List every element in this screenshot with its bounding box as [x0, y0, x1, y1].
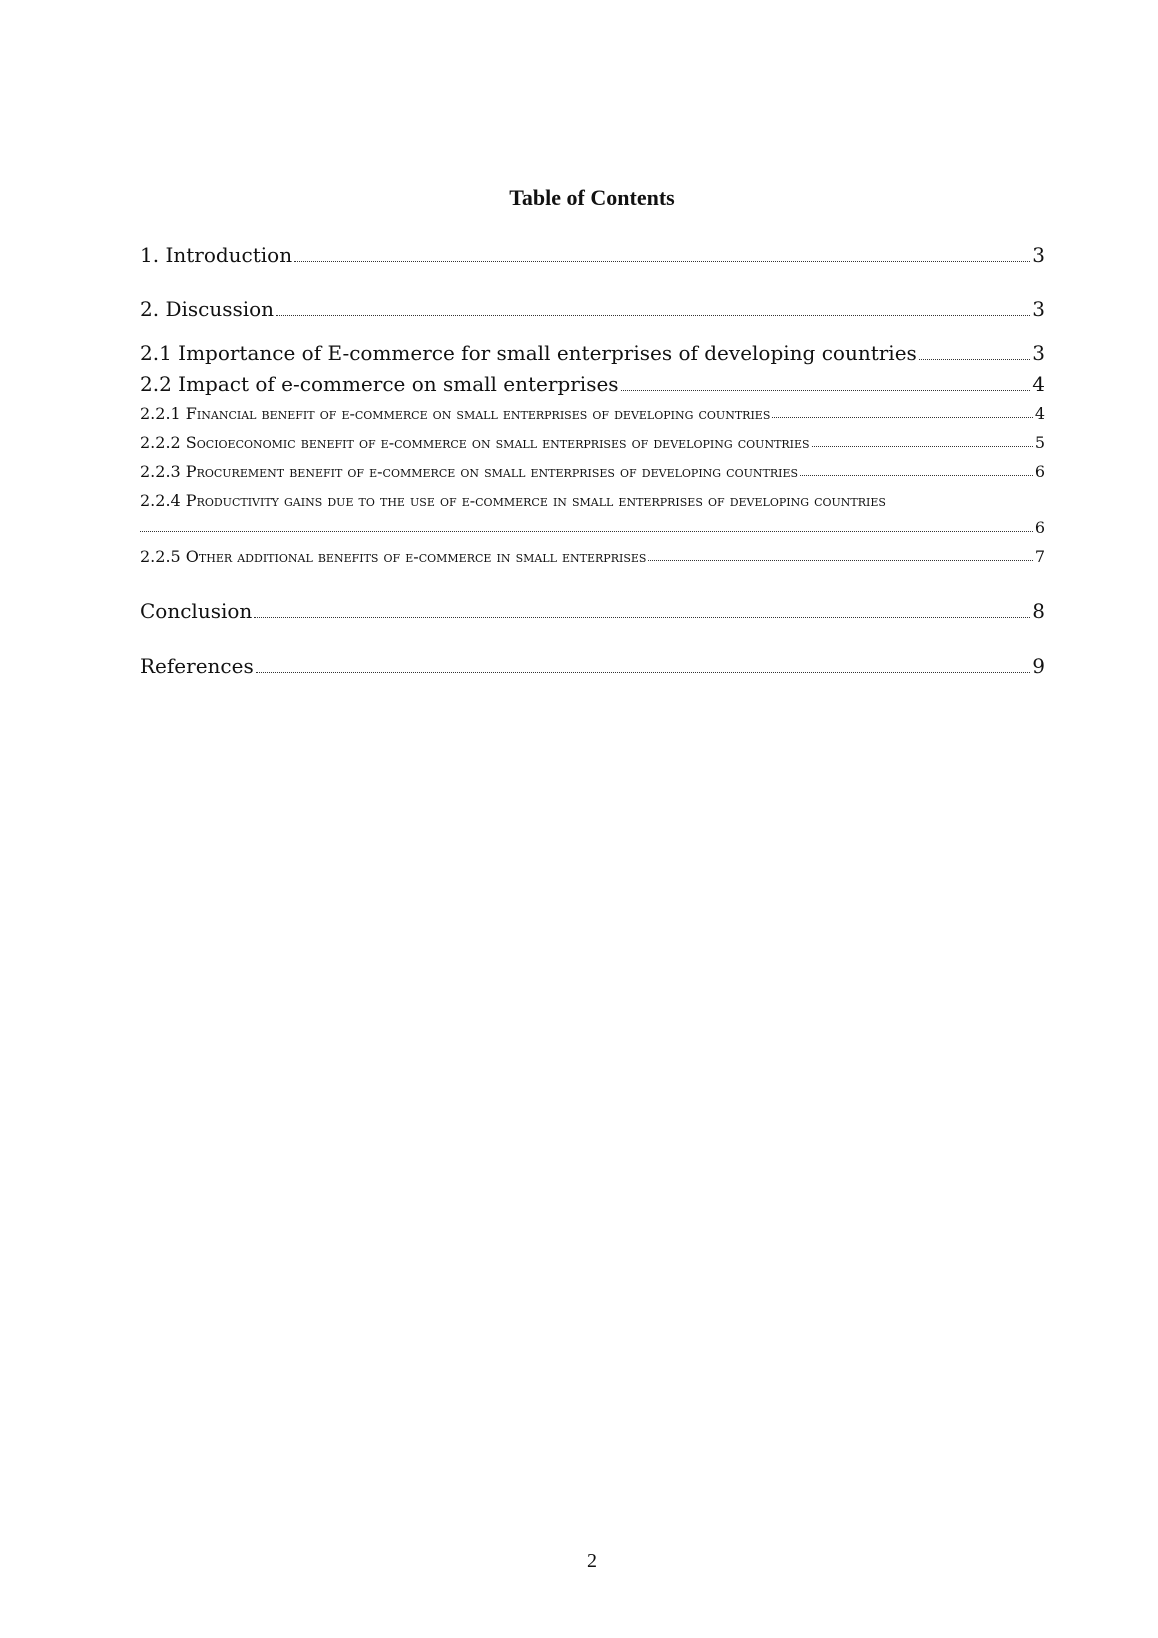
- dot-leader: [254, 616, 1030, 618]
- toc-entry-page: 7: [1034, 547, 1045, 566]
- toc-entry-2-2-4[interactable]: [140, 517, 1045, 539]
- toc-entry-page: 8: [1032, 599, 1045, 623]
- toc-entry-2-2[interactable]: [140, 370, 1045, 398]
- dot-leader: [294, 260, 1030, 262]
- dot-leader: [919, 358, 1030, 360]
- toc-entry-2-2-3[interactable]: [140, 461, 1045, 483]
- toc-entry-label: 1. Introduction: [140, 243, 293, 267]
- dot-leader: [276, 314, 1030, 316]
- dot-leader: [800, 474, 1033, 476]
- toc-entry-label: Conclusion: [140, 599, 253, 623]
- dot-leader: [648, 559, 1032, 561]
- dot-leader: [140, 530, 1033, 532]
- toc-entry-2-2-1[interactable]: [140, 403, 1045, 425]
- dot-leader: [621, 389, 1031, 391]
- toc-entry-references[interactable]: [140, 652, 1045, 680]
- toc-entry-2-1[interactable]: [140, 339, 1045, 367]
- toc-entry-conclusion[interactable]: [140, 597, 1045, 625]
- toc-entry-page: 6: [1034, 518, 1045, 537]
- toc-entry-page: 4: [1032, 372, 1045, 396]
- dot-leader: [812, 445, 1033, 447]
- toc-entry-page: 3: [1032, 297, 1045, 321]
- toc-entry-page: 9: [1032, 654, 1045, 678]
- toc-entry-label: 2.2 Impact of e-commerce on small enterprises: [140, 372, 619, 396]
- toc-entry-label: References: [140, 654, 254, 678]
- toc-entry-label: 2.2.1 Financial benefit of e-commerce on small enterprises of developing countries: [140, 404, 771, 423]
- page-number: 2: [587, 1550, 597, 1572]
- dot-leader: [256, 671, 1031, 673]
- toc-entry-page: 3: [1032, 341, 1045, 365]
- toc-entry-discussion[interactable]: [140, 295, 1045, 323]
- toc-entry-page: 3: [1032, 243, 1045, 267]
- toc-entry-page: 6: [1034, 462, 1045, 481]
- dot-leader: [772, 416, 1032, 418]
- toc-entry-label: 2.2.2 Socioeconomic benefit of e-commerce on small enterprises of developing countries: [140, 433, 810, 452]
- toc-entry-2-2-4-label[interactable]: 2.2.4 Productivity gains due to the use of e-commerce in small enterprises of developing countries: [140, 491, 886, 510]
- toc-entry-label: 2. Discussion: [140, 297, 275, 321]
- toc-entry-2-2-5[interactable]: [140, 546, 1045, 568]
- toc-entry-page: 4: [1034, 404, 1045, 423]
- toc-title: Table of Contents: [509, 185, 675, 210]
- toc-entry-introduction[interactable]: [140, 241, 1045, 269]
- toc-entry-2-2-2[interactable]: [140, 432, 1045, 454]
- toc-entry-label: 2.2.5 Other additional benefits of e-commerce in small enterprises: [140, 547, 647, 566]
- toc-entry-label: 2.1 Importance of E-commerce for small enterprises of developing countries: [140, 341, 917, 365]
- toc-entry-label: 2.2.3 Procurement benefit of e-commerce on small enterprises of developing countries: [140, 462, 799, 481]
- toc-entry-page: 5: [1034, 433, 1045, 452]
